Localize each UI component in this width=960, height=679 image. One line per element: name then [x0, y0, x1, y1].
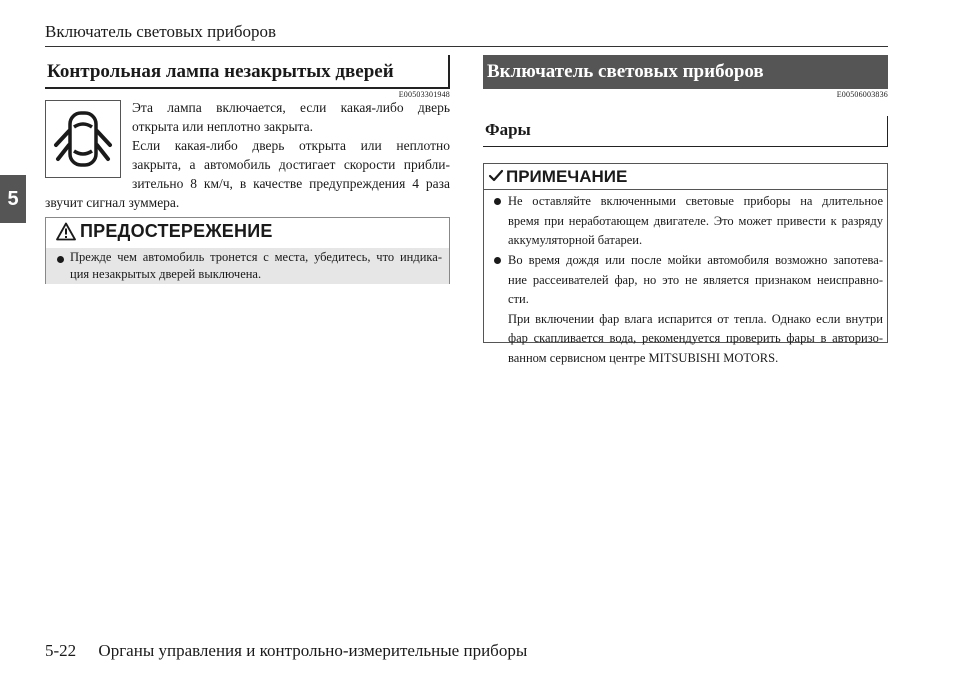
paragraph-line: Если какая-либо дверь открыта или неплотно — [132, 138, 450, 153]
running-header-title: Включатель световых приборов — [45, 22, 277, 41]
warning-triangle-icon — [56, 222, 76, 241]
paragraph-line: Эта лампа включается, если какая-либо дверь — [132, 100, 450, 115]
note-text-line: ванном сервисном центре MITSUBISHI MOTORS. — [508, 350, 779, 365]
note-box — [483, 163, 888, 365]
section-heading-door-lamp — [45, 55, 450, 89]
bullet — [494, 257, 501, 264]
warning-header — [46, 218, 449, 248]
note-text-line: Во время дождя или после мойки автомобиля возможно запотева- — [508, 253, 883, 267]
section-code: E00503301948 — [398, 90, 450, 99]
bullet — [57, 256, 64, 263]
paragraph-line: открыта или неплотно закрыта. — [132, 119, 313, 134]
note-text-line: аккумуляторной батареи. — [508, 233, 643, 247]
subheading-headlights — [483, 116, 888, 147]
warning-text-line: Прежде чем автомобиль тронется с места, убедитесь, что индика- — [70, 250, 442, 264]
paragraph-line: закрыта, а автомобиль достигает скорости прибли- — [132, 157, 450, 172]
note-check-icon — [488, 168, 504, 184]
subheading-text: Фары — [485, 120, 531, 139]
footer-section-title: Органы управления и контрольно-измерительные приборы — [98, 641, 528, 660]
warning-text-line: ция незакрытых дверей выключена. — [70, 267, 262, 281]
section-heading-text: Контрольная лампа незакрытых дверей — [47, 61, 394, 82]
note-text-line: Не оставляйте включенными световые приборы на длительное — [508, 194, 883, 208]
note-text-line: сти. — [508, 292, 529, 306]
chapter-tab: 5 — [0, 175, 26, 223]
warning-box — [45, 217, 450, 284]
header-divider — [45, 46, 888, 47]
paragraph-line: звучит сигнал зуммера. — [45, 195, 180, 210]
note-header — [484, 164, 887, 190]
warning-title: ПРЕДОСТЕРЕЖЕНИЕ — [80, 221, 273, 241]
note-text-line: При включении фар влага испарится от тепла. Однако если внутри — [508, 311, 883, 326]
bullet — [494, 198, 501, 205]
paragraph-line: зительно 8 км/ч, в качестве предупреждения 4 раза — [132, 176, 450, 191]
section-heading-light-switch — [483, 55, 888, 89]
note-text-line: фар скапливается вода, рекомендуется проверить фары в авторизо- — [508, 331, 883, 345]
warning-body — [46, 248, 449, 284]
note-title: ПРИМЕЧАНИЕ — [506, 167, 628, 186]
section-code: E00506003836 — [836, 90, 888, 99]
page-footer — [45, 641, 527, 661]
note-text-line: ние рассеивателей фар, но это не является признаком неисправно- — [508, 272, 883, 287]
door-lamp-description — [45, 98, 450, 212]
note-text-line: время при неработающем двигателе. Это может привести к разряду — [508, 213, 883, 228]
section-heading-text: Включатель световых приборов — [487, 61, 764, 82]
page-number: 5-22 — [45, 641, 77, 660]
